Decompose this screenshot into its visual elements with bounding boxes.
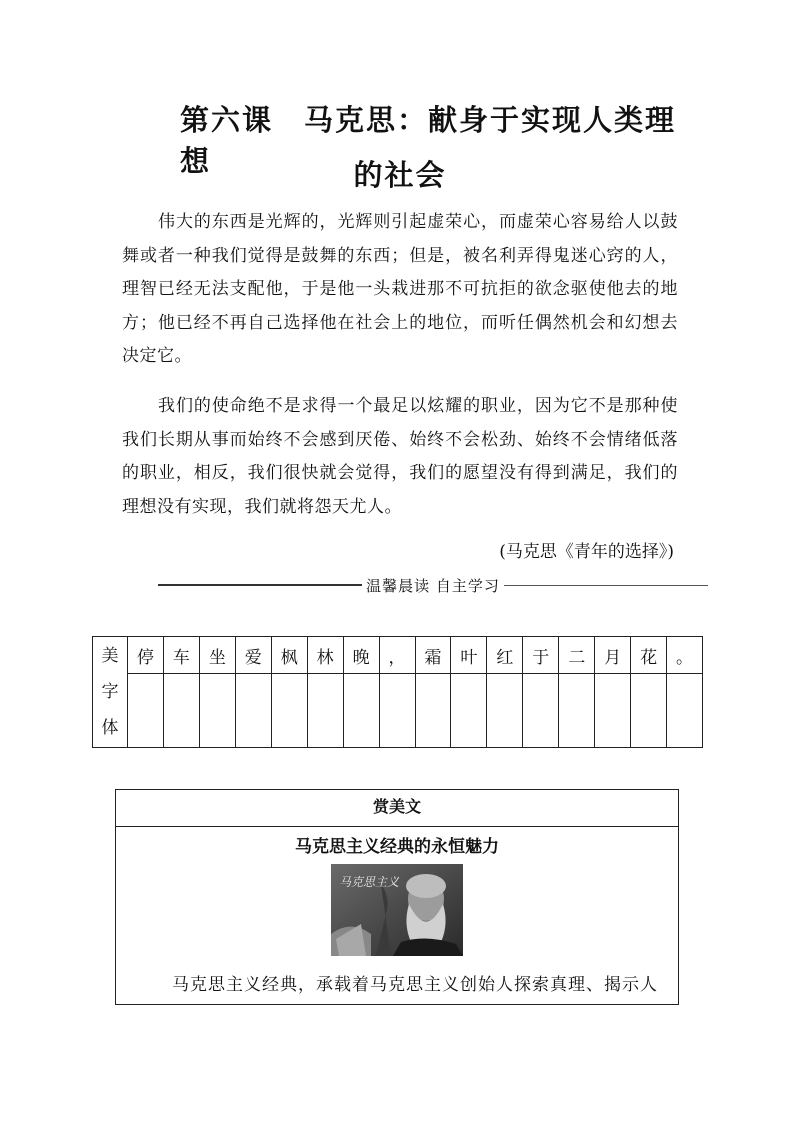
char-cell: 坐 [199,637,235,674]
row-label-char: 体 [101,718,119,738]
practice-cell[interactable] [307,674,343,748]
passage-source: (马克思《青年的选择》) [499,542,674,562]
char-cell: ， [379,637,415,674]
char-cell: 霜 [415,637,451,674]
passage-paragraph-2: 我们的使命绝不是求得一个最足以炫耀的职业，因为它不是那种使我们长期从事而始终不会感到厌倦、始终不会松劲、始终不会情绪低落的职业，相反，我们很快就会觉得，我们的愿望没有得到满足，我们的理想没有实现，我们就将怨天尤人。 [122,396,678,517]
divider-line-left [158,584,362,586]
photo-caption-text: 马克思主义 [339,875,400,889]
practice-cell[interactable] [559,674,595,748]
appreciation-box [115,789,679,1005]
char-cell: 二 [559,637,595,674]
passage-paragraph-1: 伟大的东西是光辉的，光辉则引起虚荣心，而虚荣心容易给人以鼓舞或者一种我们觉得是鼓舞的东西；但是，被名利弄得鬼迷心窍的人，理智已经无法支配他，于是他一头栽进那不可抗拒的欲念驱使他去的地方；他已经不再自己选择他在社会上的地位，而听任偶然机会和幻想去决定它。 [122,212,678,366]
char-cell: 月 [595,637,631,674]
practice-cell[interactable] [451,674,487,748]
section-divider [158,574,708,596]
practice-cell[interactable] [523,674,559,748]
row-label-char: 美 [101,646,119,666]
char-cell: 。 [667,637,703,674]
practice-cell[interactable] [199,674,235,748]
calligraphy-practice-table [92,636,703,748]
practice-cell[interactable] [163,674,199,748]
practice-cell[interactable] [487,674,523,748]
char-cell: 林 [307,637,343,674]
lesson-title-line1: 第六课 马克思：献身于实现人类理想 [180,103,677,178]
char-cell: 花 [631,637,667,674]
marx-bust-image [331,864,463,956]
appreciation-body-text: 马克思主义经典，承载着马克思主义创始人探索真理、揭示人 [172,975,658,995]
char-cell: 叶 [451,637,487,674]
char-cell: 于 [523,637,559,674]
practice-cell[interactable] [415,674,451,748]
char-cell: 晚 [343,637,379,674]
practice-cell[interactable] [271,674,307,748]
divider-line-right [504,585,708,586]
lesson-title-line2: 的社会 [353,158,447,192]
practice-cell[interactable] [379,674,415,748]
practice-cell[interactable] [667,674,703,748]
char-cell: 车 [163,637,199,674]
row-label-cell [93,637,128,748]
row-label-char: 字 [101,682,119,702]
char-cell: 停 [128,637,164,674]
practice-cell[interactable] [595,674,631,748]
practice-cell[interactable] [343,674,379,748]
appreciation-header: 赏美文 [116,790,678,827]
char-cell: 红 [487,637,523,674]
practice-cell[interactable] [128,674,164,748]
section-divider-label: 温馨晨读 自主学习 [366,576,500,595]
appreciation-subtitle: 马克思主义经典的永恒魅力 [295,837,499,857]
char-cell: 爱 [235,637,271,674]
practice-cell[interactable] [631,674,667,748]
practice-cell[interactable] [235,674,271,748]
char-cell: 枫 [271,637,307,674]
